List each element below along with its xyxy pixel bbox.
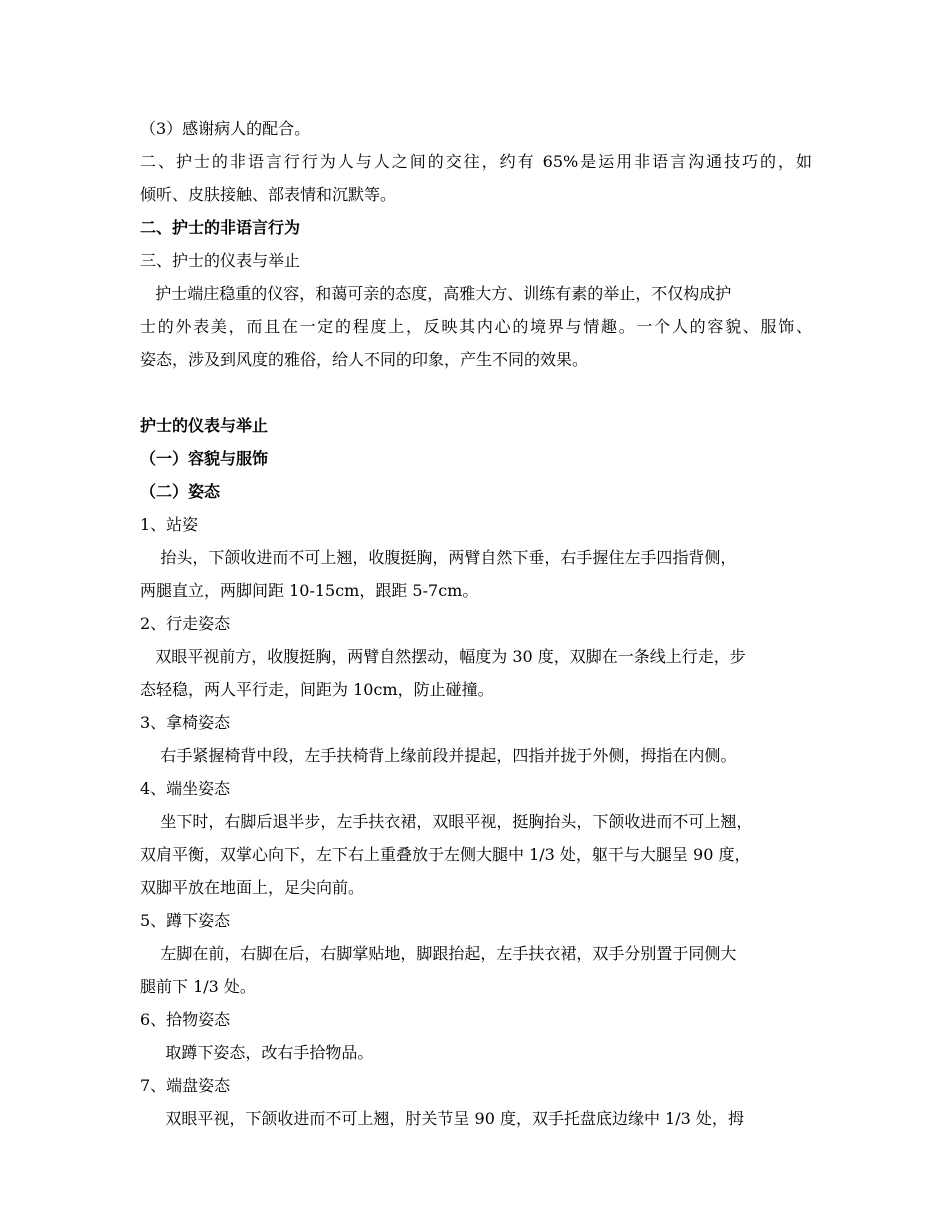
posture-title: 3、拿椅姿态 (140, 713, 231, 732)
document-page (140, 112, 812, 1135)
appearance-paragraph-line: 士的外表美，而且在一定的程度上，反映其内心的境界与情趣。一个人的容貌、服饰、 (140, 317, 812, 336)
section-title: 护士的仪表与举止 (140, 416, 269, 435)
heading-nonverbal: 二、护士的非语言行为 (140, 218, 301, 237)
posture-text: 态轻稳，两人平行走，间距为 10cm，防止碰撞。 (140, 680, 494, 699)
posture-title: 4、端坐姿态 (140, 779, 231, 798)
thanks-line: （3）感谢病人的配合。 (140, 119, 311, 138)
posture-title: 5、蹲下姿态 (140, 911, 231, 930)
posture-text: 双脚平放在地面上，足尖向前。 (140, 878, 365, 897)
posture-text: 右手紧握椅背中段，左手扶椅背上缘前段并提起，四指并拢于外侧，拇指在内侧。 (140, 746, 737, 765)
posture-text: 双眼平视前方，收腹挺胸，两臂自然摆动，幅度为 30 度，双脚在一条线上行走，步 (140, 647, 746, 666)
appearance-paragraph-line: 姿态，涉及到风度的雅俗，给人不同的印象，产生不同的效果。 (140, 350, 589, 369)
posture-title: 6、拾物姿态 (140, 1010, 231, 1029)
nonverbal-paragraph-line: 二、护士的非语言行行为人与人之间的交往，约有 65%是运用非语言沟通技巧的，如 (140, 152, 812, 171)
subsection-title: （二）姿态 (140, 482, 221, 501)
heading-appearance: 三、护士的仪表与举止 (140, 251, 301, 270)
posture-text: 左脚在前，右脚在后，右脚掌贴地，脚跟抬起，左手扶衣裙，双手分别置于同侧大 (140, 944, 737, 963)
blank-line (140, 376, 812, 409)
nonverbal-paragraph-line: 倾听、皮肤接触、部表情和沉默等。 (140, 185, 397, 204)
subsection-title: （一）容貌与服饰 (140, 449, 269, 468)
posture-text: 取蹲下姿态，改右手拾物品。 (140, 1043, 374, 1062)
posture-text: 抬头，下颌收进而不可上翘，收腹挺胸，两臂自然下垂，右手握住左手四指背侧， (140, 548, 737, 567)
posture-text: 坐下时，右脚后退半步，左手扶衣裙，双眼平视，挺胸抬头，下颌收进而不可上翘， (140, 812, 753, 831)
posture-title: 2、行走姿态 (140, 614, 231, 633)
posture-text: 腿前下 1/3 处。 (140, 977, 256, 996)
posture-title: 1、站姿 (140, 515, 199, 534)
posture-title: 7、端盘姿态 (140, 1076, 231, 1095)
posture-text: 双肩平衡，双掌心向下，左下右上重叠放于左侧大腿中 1/3 处，躯干与大腿呈 90 度， (140, 845, 751, 864)
posture-text: 两腿直立，两脚间距 10-15cm，跟距 5-7cm。 (140, 581, 479, 600)
appearance-paragraph-line: 护士端庄稳重的仪容，和蔼可亲的态度，高雅大方、训练有素的举止，不仅构成护 (140, 284, 732, 303)
posture-text: 双眼平视，下颌收进而不可上翘，肘关节呈 90 度，双手托盘底边缘中 1/3 处，拇 (140, 1109, 744, 1128)
